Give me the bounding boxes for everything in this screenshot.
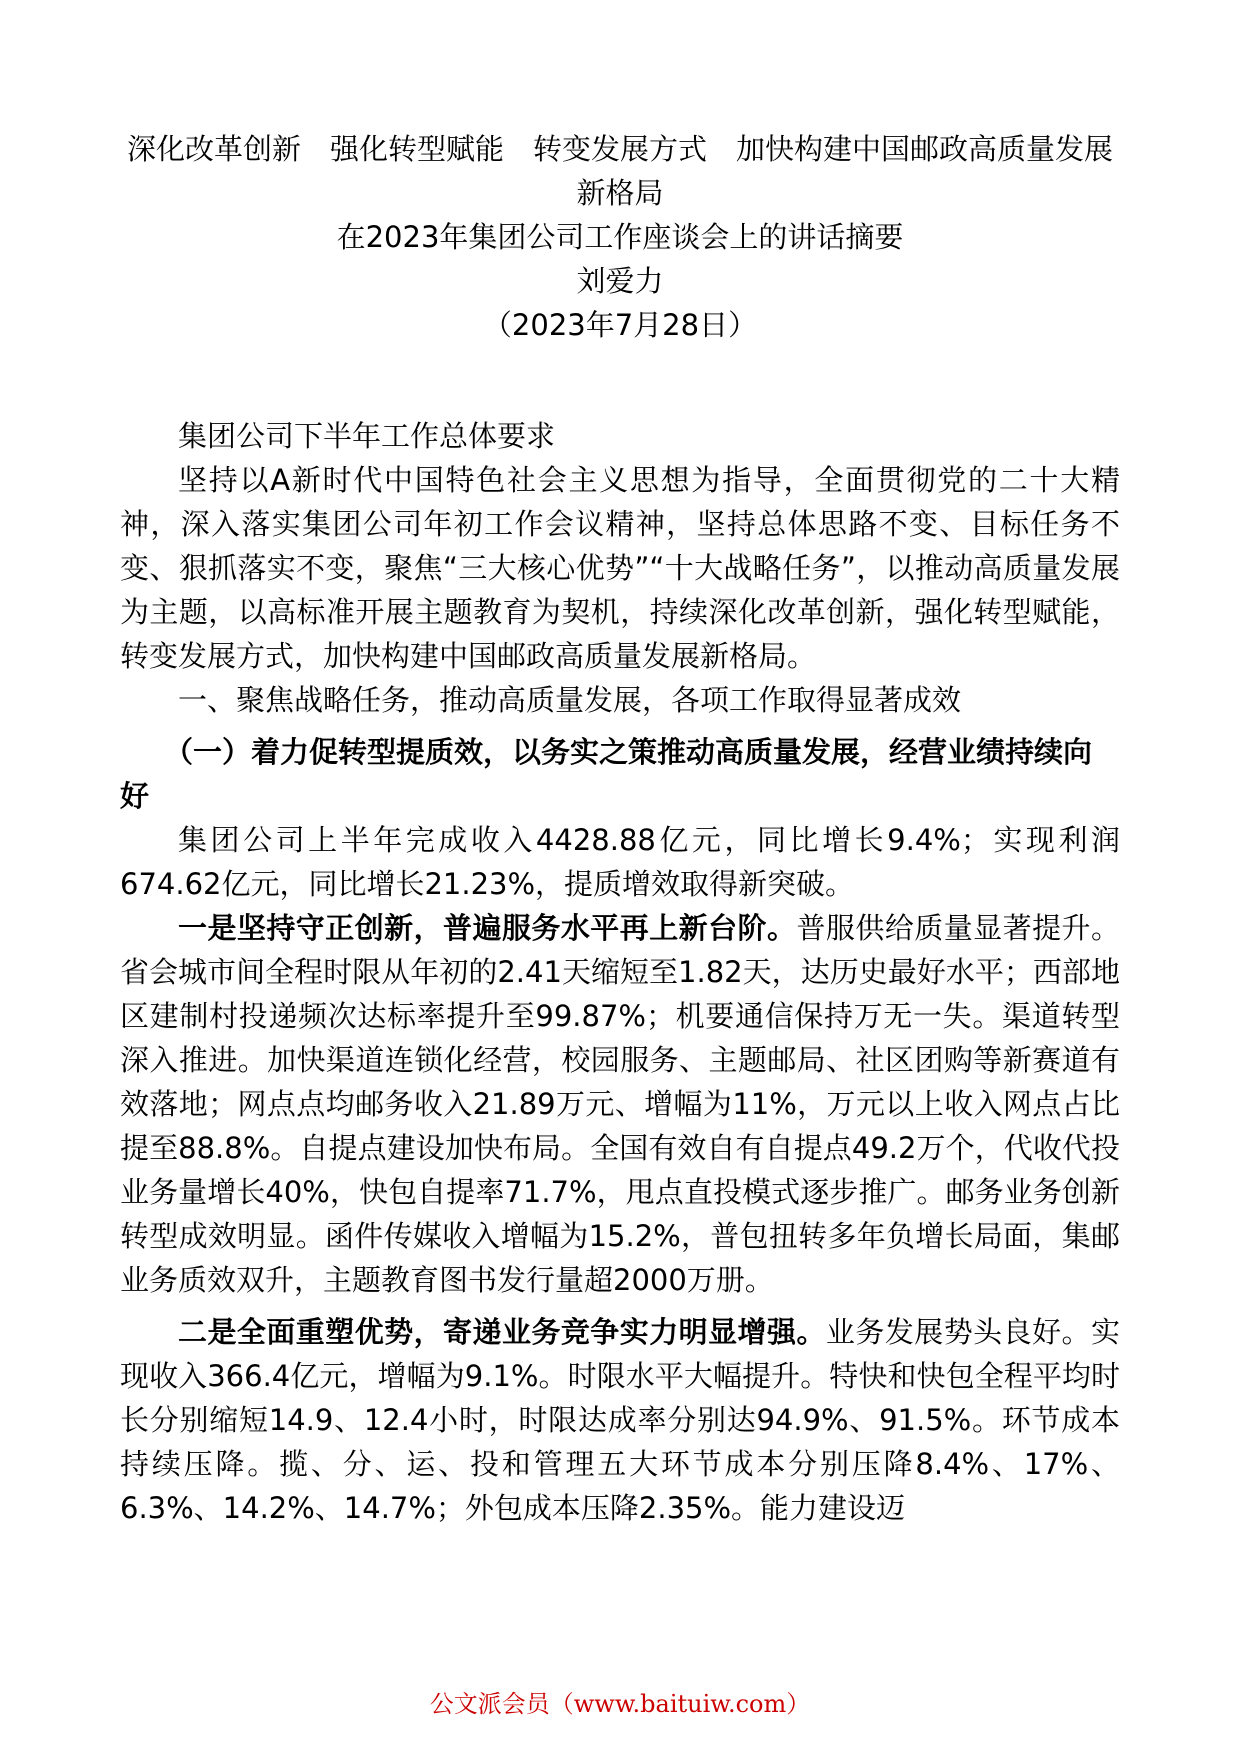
point-1-body: 普服供给质量显著提升。省会城市间全程时限从年初的2.41天缩短至1.82天，达历史最好水平；西部地区建制村投递频次达标率提升至99.87%；机要通信保持万无一失。渠道转型深入推进。加快渠道连锁化经营，校园服务、主题邮局、社区团购等新赛道有效落地；网点点均邮务收入21.89万元、增幅为11%，万元以上收入网点占比提至88.8%。自提点建设加快布局。全国有效自有自提点49.2万个，代收代投业务量增长40%，快包自提率71.7%，甩点直投模式逐步推广。邮务业务创新转型成效明显。函件传媒收入增幅为15.2%，普包扭转多年负增长局面，集邮业务质效双升，主题教育图书发行量超2000万册。 <box>120 911 1120 1297</box>
document-title-line-2: 新格局 <box>576 176 664 210</box>
point-2-lead: 二是全面重塑优势，寄递业务竞争实力明显增强。 <box>178 1315 826 1349</box>
point-2-paragraph <box>120 1310 1120 1530</box>
spacer <box>120 722 1120 730</box>
point-2-body: 业务发展势头良好。实现收入366.4亿元，增幅为9.1%。时限水平大幅提升。特快和快包全程平均时长分别缩短14.9、12.4小时，时限达成率分别达94.9%、91.5%。环节成本持续压降。揽、分、运、投和管理五大环节成本分别压降8.4%、17%、6.3%、14.2%、14.7%；外包成本压降2.35%。能力建设迈 <box>120 1315 1120 1525</box>
spacer <box>120 1302 1120 1310</box>
section-title: 集团公司下半年工作总体要求 <box>178 419 556 453</box>
point-1-paragraph <box>120 906 1120 1302</box>
document-subtitle: 在2023年集团公司工作座谈会上的讲话摘要 <box>336 220 904 254</box>
document-author: 刘爱力 <box>576 264 664 298</box>
document-body <box>120 414 1120 1530</box>
results-paragraph: 集团公司上半年完成收入4428.88亿元，同比增长9.4%；实现利润674.62亿元，同比增长21.23%，提质增效取得新突破。 <box>120 823 1120 901</box>
footer-watermark: 公文派会员（www.baituiw.com） <box>429 1690 811 1718</box>
heading-1-1: （一）着力促转型提质效，以务实之策推动高质量发展，经营业绩持续向好 <box>120 735 1093 813</box>
title-block <box>110 127 1130 347</box>
document-date: （2023年7月28日） <box>482 308 758 342</box>
intro-paragraph: 坚持以A新时代中国特色社会主义思想为指导，全面贯彻党的二十大精神，深入落实集团公司年初工作会议精神，坚持总体思路不变、目标任务不变、狠抓落实不变，聚焦“三大核心优势”“十大战略任务”，以推动高质量发展为主题，以高标准开展主题教育为契机，持续深化改革创新，强化转型赋能，转变发展方式，加快构建中国邮政高质量发展新格局。 <box>120 463 1120 673</box>
heading-1: 一、聚焦战略任务，推动高质量发展，各项工作取得显著成效 <box>178 683 962 717</box>
document-title-line-1: 深化改革创新 强化转型赋能 转变发展方式 加快构建中国邮政高质量发展 <box>126 132 1113 166</box>
point-1-lead: 一是坚持守正创新，普遍服务水平再上新台阶。 <box>178 911 797 945</box>
